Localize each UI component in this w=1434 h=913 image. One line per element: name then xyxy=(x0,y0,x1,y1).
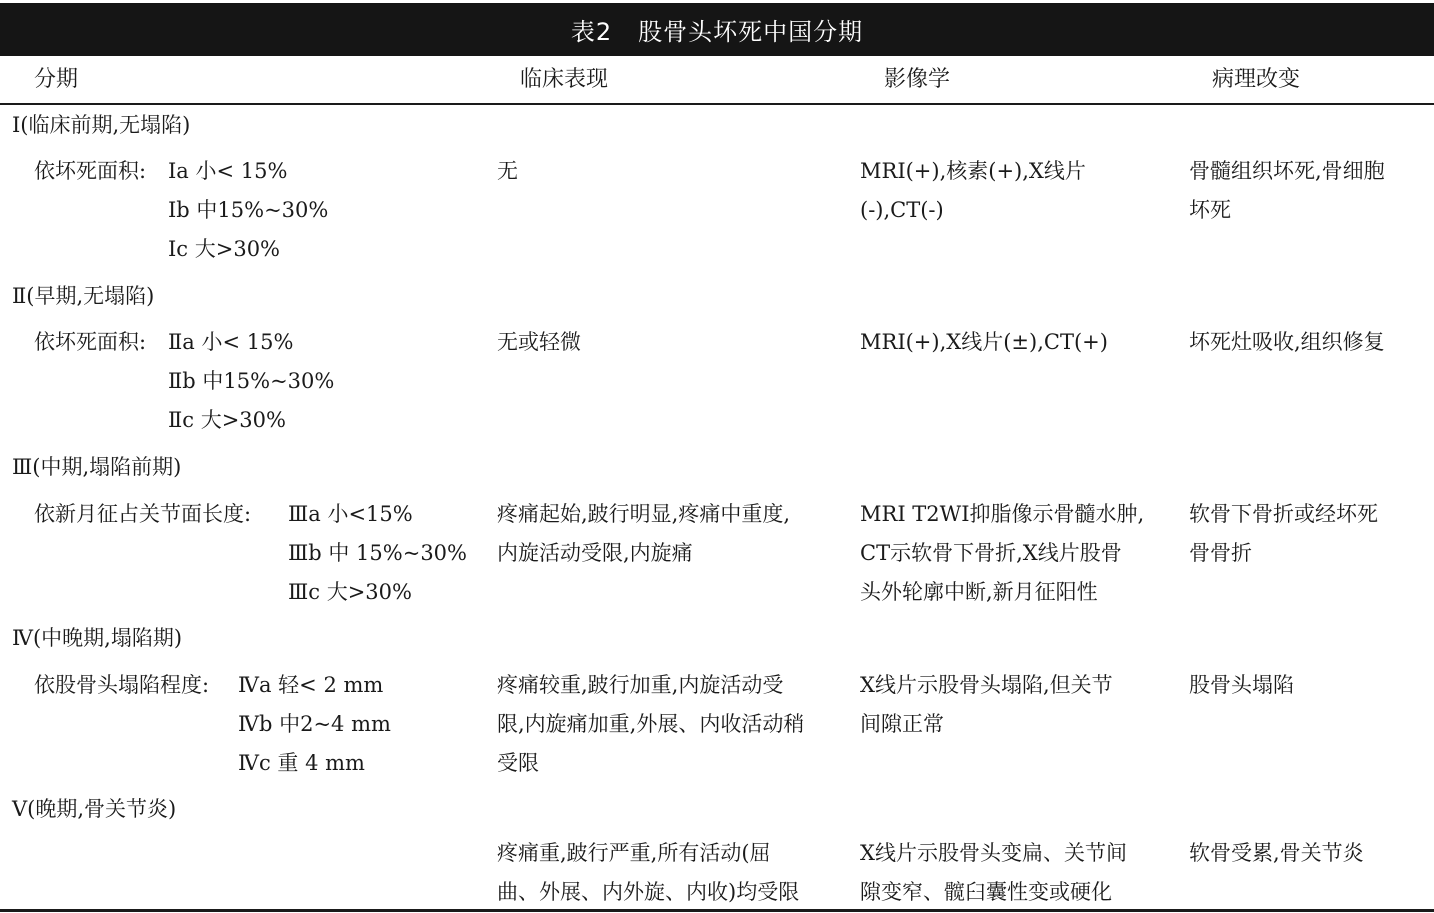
pathology-4-line-1: 股骨头塌陷 xyxy=(1189,673,1294,697)
clinical-4-line-1: 疼痛较重,跛行加重,内旋活动受 xyxy=(497,673,784,697)
imaging-1-line-1: MRI(+),核素(+),X线片 xyxy=(860,159,1086,183)
table-number: 表2 xyxy=(570,18,613,46)
header-rule xyxy=(0,103,1434,105)
imaging-3-line-3: 头外轮廓中断,新月征阳性 xyxy=(860,580,1098,604)
stage-prefix-1: 依坏死面积: xyxy=(34,159,147,183)
stage-prefix-3: 依新月征占关节面长度: xyxy=(34,502,252,526)
header-pathology: 病理改变 xyxy=(1212,67,1301,92)
stage-level-2c: Ⅱc 大>30% xyxy=(168,408,286,432)
stage-level-1c: Ⅰc 大>30% xyxy=(168,237,281,261)
stage-prefix-4: 依股骨头塌陷程度: xyxy=(34,673,210,697)
stage-title-4: Ⅳ(中晚期,塌陷期) xyxy=(12,626,183,650)
clinical-2-line-1: 无或轻微 xyxy=(497,330,581,354)
bottom-rule xyxy=(0,909,1434,912)
stage-title-3: Ⅲ(中期,塌陷前期) xyxy=(12,455,182,479)
pathology-2-line-1: 坏死灶吸收,组织修复 xyxy=(1189,330,1385,354)
pathology-1-line-1: 骨髓组织坏死,骨细胞 xyxy=(1189,159,1385,183)
clinical-5-line-2: 曲、外展、内外旋、内收)均受限 xyxy=(497,880,800,904)
stage-title-1: Ⅰ(临床前期,无塌陷) xyxy=(12,113,191,137)
imaging-1-line-2: (-),CT(-) xyxy=(860,198,944,222)
stage-level-1b: Ⅰb 中15%~30% xyxy=(168,198,329,222)
stage-level-4a: Ⅳa 轻< 2 mm xyxy=(238,673,384,697)
stage-level-2b: Ⅱb 中15%~30% xyxy=(168,369,335,393)
stage-level-3b: Ⅲb 中 15%~30% xyxy=(288,541,467,565)
header-imaging: 影像学 xyxy=(884,67,951,92)
stage-level-1a: Ⅰa 小< 15% xyxy=(168,159,288,183)
stage-level-3a: Ⅲa 小<15% xyxy=(288,502,413,526)
imaging-5-line-2: 隙变窄、髋臼囊性变或硬化 xyxy=(860,880,1112,904)
clinical-3-line-2: 内旋活动受限,内旋痛 xyxy=(497,541,693,565)
table-title: 股骨头坏死中国分期 xyxy=(638,18,864,46)
stage-level-4c: Ⅳc 重 4 mm xyxy=(238,751,365,775)
imaging-3-line-1: MRI T2WI抑脂像示骨髓水肿, xyxy=(860,502,1145,526)
imaging-3-line-2: CT示软骨下骨折,X线片股骨 xyxy=(860,541,1122,565)
header-stage: 分期 xyxy=(34,67,79,92)
pathology-1-line-2: 坏死 xyxy=(1189,198,1231,222)
imaging-4-line-1: X线片示股骨头塌陷,但关节 xyxy=(860,673,1113,697)
table-title-bar xyxy=(0,3,1434,56)
clinical-4-line-3: 受限 xyxy=(497,751,539,775)
stage-level-4b: Ⅳb 中2~4 mm xyxy=(238,712,391,736)
imaging-5-line-1: X线片示股骨头变扁、关节间 xyxy=(860,841,1127,865)
clinical-3-line-1: 疼痛起始,跛行明显,疼痛中重度, xyxy=(497,502,791,526)
clinical-5-line-1: 疼痛重,跛行严重,所有活动(屈 xyxy=(497,841,771,865)
header-clinical: 临床表现 xyxy=(520,67,609,92)
pathology-3-line-2: 骨骨折 xyxy=(1189,541,1252,565)
stage-level-3c: Ⅲc 大>30% xyxy=(288,580,412,604)
pathology-3-line-1: 软骨下骨折或经坏死 xyxy=(1189,502,1378,526)
imaging-4-line-2: 间隙正常 xyxy=(860,712,944,736)
clinical-4-line-2: 限,内旋痛加重,外展、内收活动稍 xyxy=(497,712,805,736)
stage-prefix-2: 依坏死面积: xyxy=(34,330,147,354)
pathology-5-line-1: 软骨受累,骨关节炎 xyxy=(1189,841,1364,865)
stage-title-5: Ⅴ(晚期,骨关节炎) xyxy=(12,797,177,821)
stage-level-2a: Ⅱa 小< 15% xyxy=(168,330,294,354)
stage-title-2: Ⅱ(早期,无塌陷) xyxy=(12,284,155,308)
imaging-2-line-1: MRI(+),X线片(±),CT(+) xyxy=(860,330,1108,354)
clinical-1-line-1: 无 xyxy=(497,159,518,183)
